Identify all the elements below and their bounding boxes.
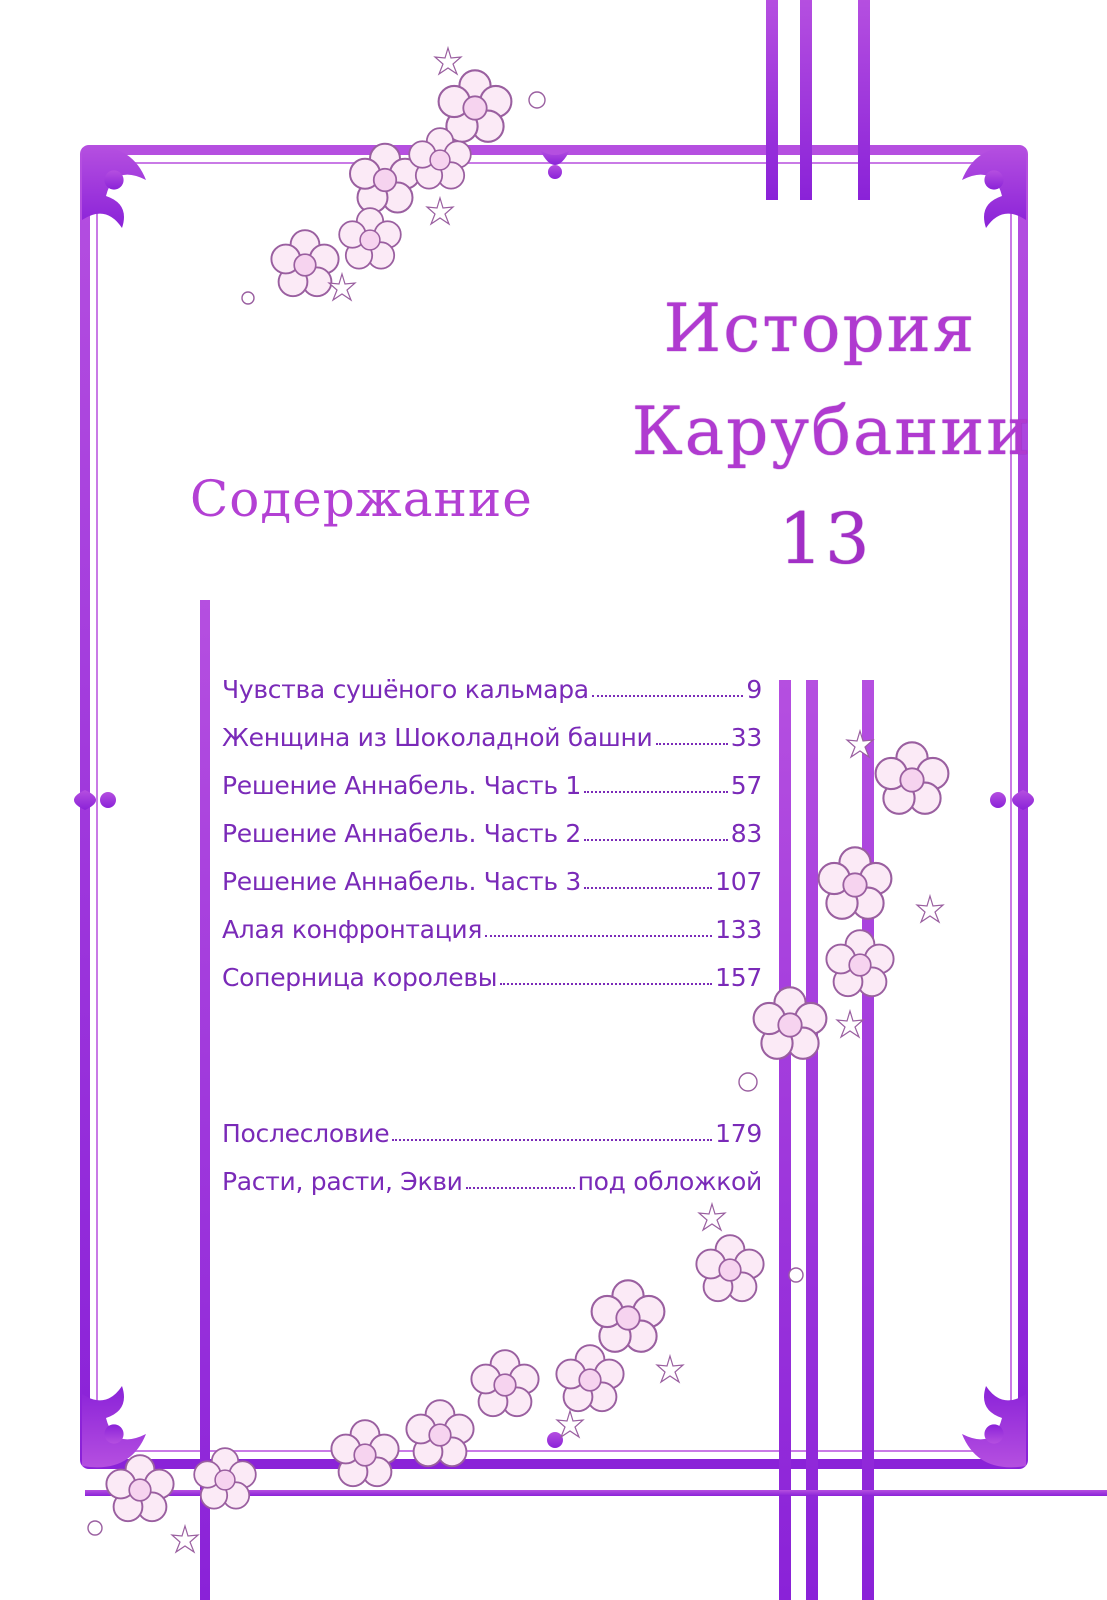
toc-leader-dots (466, 1187, 575, 1189)
table-of-contents-extras (222, 1100, 762, 1196)
toc-entry-title: Чувства сушёного кальмара (222, 675, 589, 704)
toc-entry (222, 1100, 762, 1148)
toc-entry-title: Расти, расти, Экви (222, 1167, 463, 1196)
toc-entry (222, 1148, 762, 1196)
toc-entry (222, 944, 762, 992)
toc-entry-title: Решение Аннабель. Часть 3 (222, 867, 582, 896)
toc-entry-page: 9 (746, 675, 762, 704)
contents-heading: Содержание (190, 470, 533, 528)
toc-entry-page: 157 (715, 963, 762, 992)
toc-entry (222, 656, 762, 704)
toc-entry-title: Соперница королевы (222, 963, 498, 992)
toc-entry (222, 896, 762, 944)
toc-leader-dots (392, 1139, 712, 1141)
title-volume-number: 13 (778, 498, 872, 580)
toc-entry (222, 848, 762, 896)
toc-entry (222, 752, 762, 800)
toc-entry (222, 704, 762, 752)
title-line-2: Карубании (631, 393, 1033, 470)
toc-entry-title: Решение Аннабель. Часть 2 (222, 819, 582, 848)
toc-leader-dots (584, 791, 728, 793)
toc-entry-page: 107 (715, 867, 762, 896)
toc-leader-dots (656, 743, 728, 745)
toc-entry-title: Алая конфронтация (222, 915, 483, 944)
title-line-1: История (663, 290, 977, 367)
toc-entry-title: Решение Аннабель. Часть 1 (222, 771, 582, 800)
table-of-contents (222, 656, 762, 992)
toc-entry-title: Послесловие (222, 1119, 390, 1148)
toc-entry-page: 33 (730, 723, 762, 752)
toc-entry-page: 83 (730, 819, 762, 848)
toc-entry-page: 179 (715, 1119, 762, 1148)
toc-entry-page: под обложкой (577, 1167, 762, 1196)
toc-entry-page: 133 (715, 915, 762, 944)
toc-leader-dots (584, 839, 728, 841)
toc-entry (222, 800, 762, 848)
toc-entry-title: Женщина из Шоколадной башни (222, 723, 653, 752)
toc-leader-dots (500, 983, 712, 985)
toc-leader-dots (592, 695, 744, 697)
toc-entry-page: 57 (730, 771, 762, 800)
toc-leader-dots (485, 935, 712, 937)
toc-leader-dots (584, 887, 712, 889)
